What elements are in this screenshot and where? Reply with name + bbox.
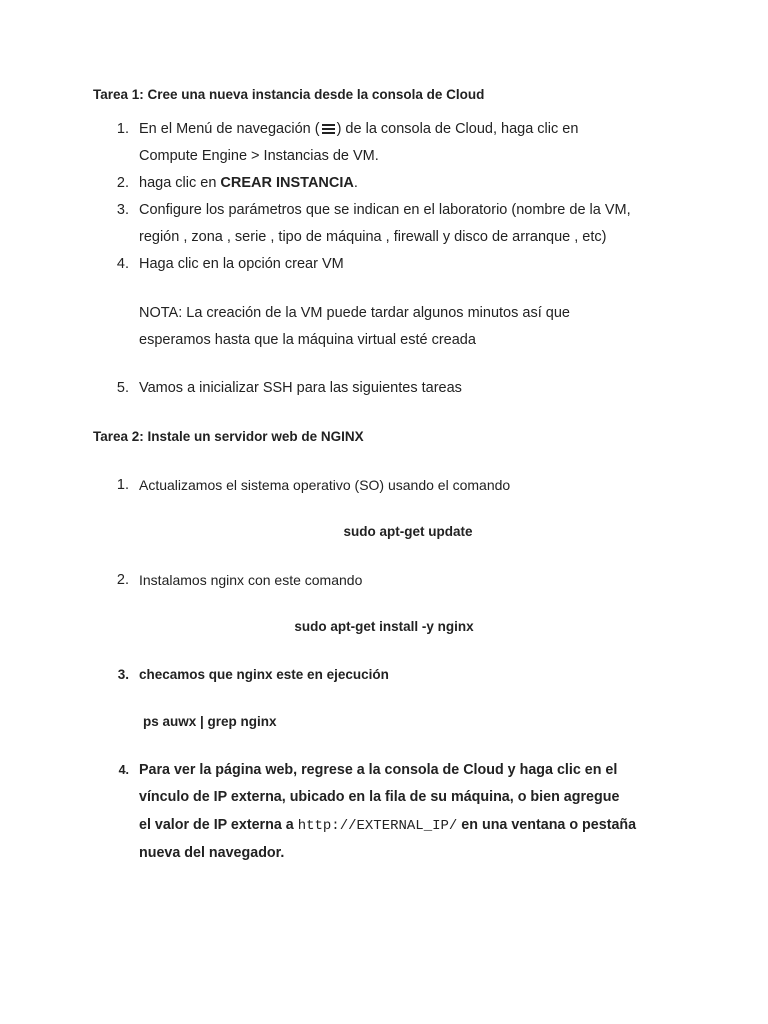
list-number: 4. xyxy=(116,256,129,272)
list-item-text: Configure los parámetros que se indican en el laboratorio (nombre de la VM, xyxy=(139,202,631,218)
crear-instancia-label: CREAR INSTANCIA xyxy=(220,175,354,191)
list-item-text: Actualizamos el sistema operativo (SO) usando el comando xyxy=(139,477,511,493)
list-item-text-part: el valor de IP externa a xyxy=(139,817,298,833)
list-item-text-part: ) de la consola de Cloud, haga clic en xyxy=(336,121,579,137)
list-item-text: vínculo de IP externa, ubicado en la fila de su máquina, o bien agregue xyxy=(139,789,620,805)
list-item-text xyxy=(139,175,358,191)
list-number: 1. xyxy=(116,477,129,493)
list-item-text xyxy=(139,121,578,137)
list-item-text xyxy=(139,817,636,834)
list-item-text-part: haga clic en xyxy=(139,175,221,191)
list-item-text: Para ver la página web, regrese a la consola de Cloud y haga clic en el xyxy=(139,762,618,778)
list-number: 3. xyxy=(117,667,129,682)
tarea2-heading: Tarea 2: Instale un servidor web de NGINX xyxy=(93,429,364,444)
list-item-text-part: En el Menú de navegación ( xyxy=(139,121,320,137)
tarea1-heading: Tarea 1: Cree una nueva instancia desde la consola de Cloud xyxy=(93,87,485,102)
list-number: 2. xyxy=(116,572,129,588)
list-number: 4. xyxy=(118,763,129,777)
list-item-text-part: . xyxy=(353,175,358,191)
command-text: sudo apt-get update xyxy=(343,524,473,539)
note-text: esperamos hasta que la máquina virtual esté creada xyxy=(139,332,476,348)
note-text: NOTA: La creación de la VM puede tardar algunos minutos así que xyxy=(139,305,570,321)
list-item-text: Compute Engine > Instancias de VM. xyxy=(139,148,379,164)
list-number: 2. xyxy=(116,175,129,191)
list-item-text: Vamos a inicializar SSH para las siguientes tareas xyxy=(139,380,462,396)
list-item-text: región , zona , serie , tipo de máquina , firewall y disco de arranque , etc) xyxy=(139,229,607,245)
hamburger-menu-icon xyxy=(321,123,336,134)
list-item-text-part: en una ventana o pestaña xyxy=(457,817,637,833)
list-number: 5. xyxy=(116,380,129,396)
list-item-text: Instalamos nginx con este comando xyxy=(139,572,363,588)
command-text: ps auwx | grep nginx xyxy=(143,714,277,729)
list-number: 1. xyxy=(116,121,129,137)
list-number: 3. xyxy=(116,202,129,218)
list-item-text: nueva del navegador. xyxy=(139,845,285,861)
list-item-text: checamos que nginx este en ejecución xyxy=(139,667,389,682)
external-ip-code: http://EXTERNAL_IP/ xyxy=(297,818,458,834)
list-item-text: Haga clic en la opción crear VM xyxy=(139,256,344,272)
command-text: sudo apt-get install -y nginx xyxy=(294,619,474,634)
